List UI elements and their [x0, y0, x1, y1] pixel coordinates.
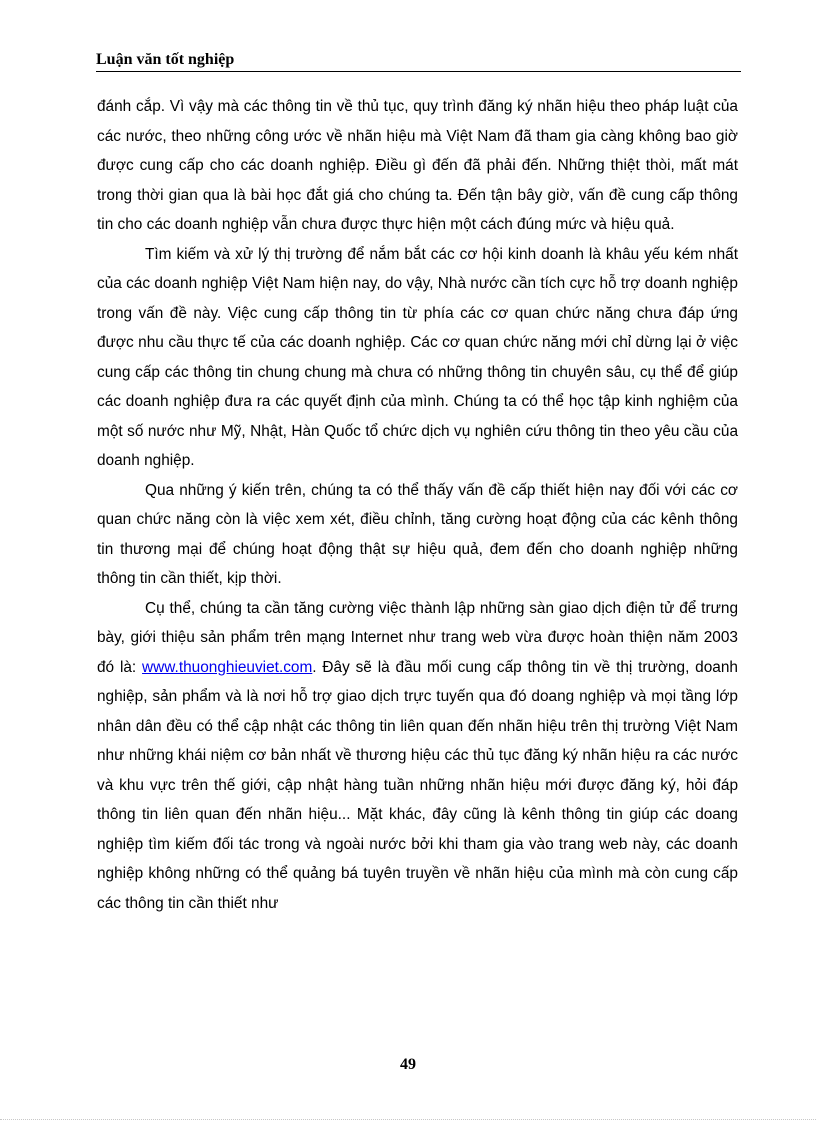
paragraph-text-after-link: . Đây sẽ là đầu mối cung cấp thông tin về thị trường, doanh nghiệp, sản phẩm và là nơi hỗ trợ giao dịch trực tuyến qua đó doang nghiệp và mọi tầng lớp nhân dân đều có thể cập nhật các thông tin liên quan đến nhãn hiệu trên thị trường Việt Nam như những khái niệm cơ bản nhất về thương hiệu các thủ tục đăng ký nhãn hiệu ra các nước và khu vực trên thế giới, cập nhật hàng tuần những nhãn hiệu mới được đăng ký, hỏi đáp thông tin liên quan đến nhãn hiệu... Mặt khác, đây cũng là kênh thông tin giúp các doang nghiệp tìm kiếm đối tác trong và ngoài nước bởi khi tham gia vào trang web này, các doanh nghiệp không những có thể quảng bá tuyên truyền về nhãn hiệu của mình mà còn cung cấp các thông tin cần thiết như: [97, 658, 738, 912]
paragraph-information-channels: Qua những ý kiến trên, chúng ta có thể thấy vấn đề cấp thiết hiện nay đối với các cơ quan chức năng còn là việc xem xét, điều chỉnh, tăng cường hoạt động của các kênh thông tin thương mại để chúng hoạt động thật sự hiệu quả, đem đến cho doanh nghiệp những thông tin cần thiết, kịp thời.: [97, 481, 738, 587]
page-number: 49: [400, 1056, 416, 1073]
paragraph-market-research: Tìm kiếm và xử lý thị trường để nắm bắt các cơ hội kinh doanh là khâu yếu kém nhất của các doanh nghiệp Việt Nam hiện nay, do vậy, Nhà nước cần tích cực hỗ trợ doanh nghiệp trong vấn đề này. Việc cung cấp thông tin từ phía các cơ quan chức năng chưa đáp ứng được nhu cầu thực tế của các doanh nghiệp. Các cơ quan chức năng mới chỉ dừng lại ở việc cung cấp các thông tin chung chung mà chưa có những thông tin chuyên sâu, cụ thể để giúp các doanh nghiệp đưa ra các quyết định của mình. Chúng ta có thể học tập kinh nghiệm của một số nước như Mỹ, Nhật, Hàn Quốc tổ chức dịch vụ nghiên cứu thông tin theo yêu cầu của doanh nghiệp.: [97, 245, 738, 469]
page-bottom-border: [0, 1119, 816, 1120]
paragraph-e-commerce: [97, 594, 738, 919]
paragraph-text-before-link: Cụ thể, chúng ta cần tăng cường việc thành lập những sàn giao dịch điện tử để trưng bày, giới thiệu sản phẩm trên mạng Internet như trang web vừa được hoàn thiện năm 2003 đó là:: [97, 599, 738, 676]
document-body: [97, 92, 738, 918]
website-link[interactable]: www.thuonghieuviet.com: [142, 658, 313, 676]
paragraph-continuation: đánh cắp. Vì vậy mà các thông tin về thủ tục, quy trình đăng ký nhãn hiệu theo pháp luật của các nước, theo những công ước về nhãn hiệu mà Việt Nam đã tham gia càng không bao giờ được cung cấp cho các doanh nghiệp. Điều gì đến đã phải đến. Những thiệt thòi, mất mát trong thời gian qua là bài học đắt giá cho chúng ta. Đến tận bây giờ, vấn đề cung cấp thông tin cho các doanh nghiệp vẫn chưa được thực hiện một cách đúng mức và hiệu quả.: [97, 98, 738, 233]
header-divider: [96, 71, 741, 72]
page-header-title: Luận văn tốt nghiệp: [96, 51, 235, 68]
